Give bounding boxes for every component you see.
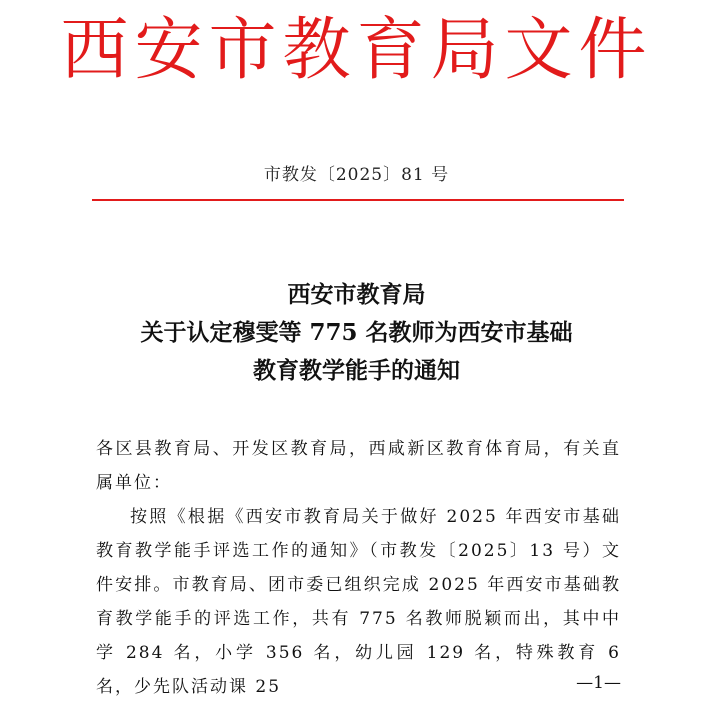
body-paragraph: 按照《根据《西安市教育局关于做好 2025 年西安市基础教育教学能手评选工作的通知》（市教发〔2025〕13 号）文件安排。市教育局、团市委已组织完成 2025 年西安市基础教育教学能手的评选工作，共有 775 名教师脱颖而出，其中中学 284 名，小学 356 名，幼儿园 129 名，特殊教育 6 名，少先队活动课 25 xyxy=(96,507,621,697)
notice-title xyxy=(0,276,713,390)
document-body xyxy=(96,432,621,704)
page-number: —1— xyxy=(576,673,621,693)
document-number: 市教发〔2025〕81 号 xyxy=(263,165,450,185)
issuing-authority-header: 西安市教育局文件 xyxy=(60,11,653,90)
notice-title-line-1: 西安市教育局 xyxy=(287,281,426,308)
notice-title-line-3: 教育教学能手的通知 xyxy=(253,357,460,384)
red-divider-line xyxy=(92,199,624,201)
addressee: 各区县教育局、开发区教育局，西咸新区教育体育局，有关直属单位： xyxy=(96,439,621,493)
notice-title-line-2: 关于认定穆雯等 775 名教师为西安市基础 xyxy=(140,319,573,346)
